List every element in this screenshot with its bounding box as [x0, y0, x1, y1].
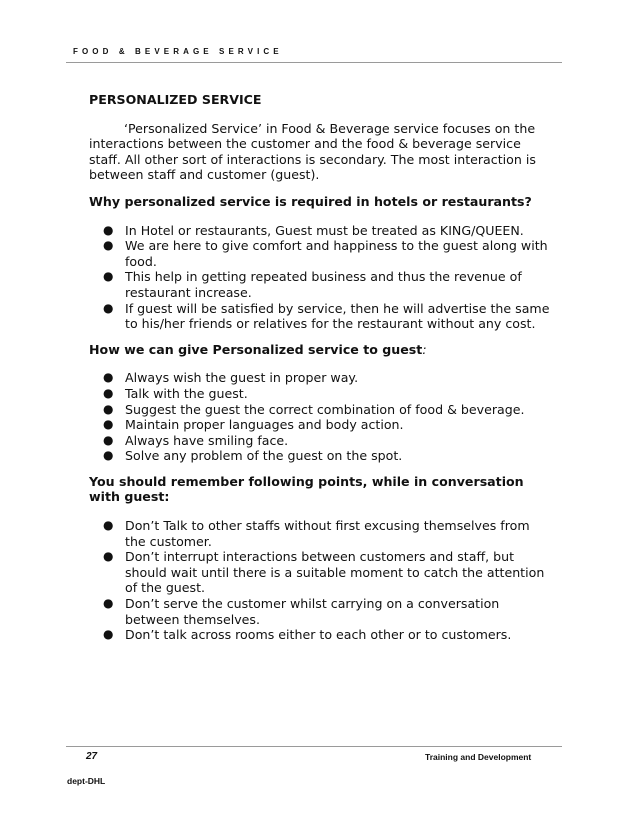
page-content	[89, 92, 551, 653]
footer-divider	[66, 746, 562, 747]
list-item	[89, 433, 551, 449]
list-item-text: In Hotel or restaurants, Guest must be treated as KING/QUEEN.	[125, 222, 524, 238]
bullet-dot-icon: ●	[103, 448, 114, 463]
section-heading	[89, 474, 551, 505]
list-item-text: Solve any problem of the guest on the spot.	[125, 448, 403, 464]
list-item	[89, 549, 551, 596]
page-title: PERSONALIZED SERVICE	[89, 92, 262, 107]
list-item	[89, 223, 551, 239]
section-heading-text: You should remember following points, while in conversation with guest:	[89, 473, 524, 505]
running-header: FOOD & BEVERAGE SERVICE	[73, 47, 283, 56]
list-item	[89, 370, 551, 386]
page-number: 27	[86, 751, 98, 762]
list-item	[89, 269, 551, 300]
list-item-text: Don’t Talk to other staffs without first excusing themselves from the customer.	[125, 518, 530, 549]
list-item-text: If guest will be satisfied by service, then he will advertise the same to his/her friends or relatives for the restaurant without any cost.	[125, 300, 550, 332]
bullet-dot-icon: ●	[103, 549, 114, 564]
sections-container	[89, 194, 551, 643]
list-item	[89, 417, 551, 433]
bullet-dot-icon: ●	[103, 385, 114, 400]
list-item-text: Maintain proper languages and body action.	[125, 417, 404, 433]
list-item	[89, 238, 551, 269]
list-item	[89, 402, 551, 418]
bullet-dot-icon: ●	[103, 222, 114, 237]
list-item	[89, 518, 551, 549]
bullet-dot-icon: ●	[103, 401, 114, 416]
bullet-dot-icon: ●	[103, 269, 114, 284]
list-item-text: Don’t serve the customer whilst carrying on a conversation between themselves.	[125, 596, 500, 627]
list-item-text: Don’t interrupt interactions between customers and staff, but should wait until there is a suitable moment to catch the attention of the guest.	[125, 549, 545, 596]
header-divider	[66, 62, 562, 63]
bullet-dot-icon: ●	[103, 518, 114, 533]
section-heading	[89, 342, 551, 358]
bullet-dot-icon: ●	[103, 596, 114, 611]
list-item-text: Always wish the guest in proper way.	[125, 370, 359, 386]
list-item-text: Always have smiling face.	[125, 432, 289, 448]
list-item-text: Talk with the guest.	[125, 385, 248, 401]
list-item	[89, 596, 551, 627]
list-item-text: Don’t talk across rooms either to each other or to customers.	[125, 627, 512, 643]
list-item-text: We are here to give comfort and happiness to the guest along with food.	[125, 238, 548, 269]
list-item	[89, 448, 551, 464]
bullet-dot-icon: ●	[103, 238, 114, 253]
list-item	[89, 627, 551, 643]
section-heading	[89, 194, 551, 210]
intro-paragraph: ‘Personalized Service’ in Food & Beverage service focuses on the interactions between the customer and the food & beverage service staff. All other sort of interactions is secondary. The most interaction is between staff and customer (guest).	[89, 120, 536, 183]
bullet-list	[89, 370, 551, 464]
list-item	[89, 386, 551, 402]
bullet-dot-icon: ●	[103, 417, 114, 432]
bullet-dot-icon: ●	[103, 370, 114, 385]
footer-department-label: Training and Development	[425, 752, 532, 762]
dept-label: dept-DHL	[67, 776, 106, 786]
section-heading-text: Why personalized service is required in hotels or restaurants?	[89, 193, 532, 209]
bullet-dot-icon: ●	[103, 627, 114, 642]
bullet-list	[89, 518, 551, 643]
list-item-text: This help in getting repeated business and thus the revenue of restaurant increase.	[125, 269, 522, 300]
section-heading-trail: :	[422, 341, 427, 357]
list-item-text: Suggest the guest the correct combination of food & beverage.	[125, 401, 525, 417]
bullet-list	[89, 223, 551, 332]
bullet-dot-icon: ●	[103, 432, 114, 447]
list-item	[89, 301, 551, 332]
section-heading-text: How we can give Personalized service to guest	[89, 341, 423, 357]
bullet-dot-icon: ●	[103, 300, 114, 315]
